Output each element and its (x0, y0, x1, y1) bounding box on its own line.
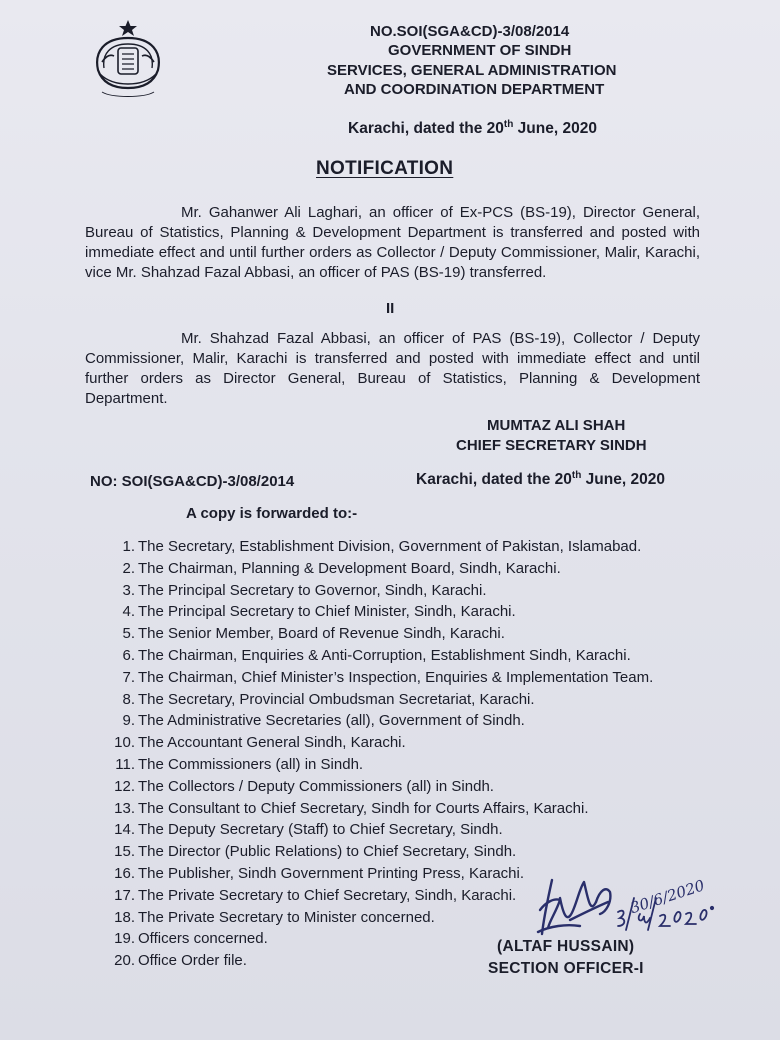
list-item-number: 10. (114, 734, 135, 752)
list-item-number: 15. (114, 843, 135, 861)
list-item-text: The Senior Member, Board of Revenue Sindh, Karachi. (138, 625, 505, 643)
list-item-text: The Commissioners (all) in Sindh. (138, 755, 364, 773)
copy-date-prefix: Karachi, dated the 20 (416, 471, 572, 489)
header-date-prefix: Karachi, dated the 20 (348, 120, 504, 138)
list-item-number: 19. (114, 930, 135, 948)
distribution-list-item (108, 819, 653, 841)
section-officer-name: (ALTAF HUSSAIN) (497, 938, 635, 955)
signature-date: 30/6/2020 (628, 876, 707, 918)
distribution-list-item (108, 536, 653, 558)
list-item-text: Officers concerned. (138, 930, 268, 948)
list-item-text: The Collectors / Deputy Commissioners (all) in Sindh. (138, 777, 494, 795)
list-item-number: 13. (114, 799, 135, 817)
list-item-number: 3. (122, 581, 135, 599)
distribution-list-item (108, 601, 653, 623)
list-item-text: The Administrative Secretaries (all), Government of Sindh. (138, 712, 525, 730)
header-date (348, 119, 597, 138)
header-date-suffix: June, 2020 (513, 120, 597, 138)
list-item-number: 14. (114, 821, 135, 839)
list-item-text: The Private Secretary to Minister concerned. (138, 908, 435, 926)
list-item-number: 17. (114, 886, 135, 904)
copy-date-suffix: June, 2020 (581, 471, 665, 489)
list-item-number: 18. (114, 908, 135, 926)
header-date-sup: th (503, 119, 514, 130)
distribution-list-item (108, 776, 653, 798)
header-ref-no: NO.SOI(SGA&CD)-3/08/2014 (370, 23, 570, 40)
list-item-text: The Private Secretary to Chief Secretary, Sindh, Karachi. (138, 886, 517, 904)
copy-date (416, 470, 665, 489)
list-item-text: Office Order file. (138, 952, 247, 970)
list-item-number: 8. (122, 690, 135, 708)
list-item-text: The Secretary, Establishment Division, Government of Pakistan, Islamabad. (138, 538, 642, 555)
distribution-list-item (108, 754, 653, 776)
list-item-text: The Deputy Secretary (Staff) to Chief Secretary, Sindh. (138, 821, 503, 839)
distribution-list-item (108, 623, 653, 645)
distribution-list-item (108, 558, 653, 580)
copy-forwarded-heading: A copy is forwarded to:- (186, 505, 358, 522)
list-item-number: 5. (122, 625, 135, 643)
list-item-text: The Accountant General Sindh, Karachi. (138, 734, 406, 752)
section-numeral: II (386, 300, 395, 317)
list-item-number: 16. (114, 864, 135, 882)
list-item-text: The Secretary, Provincial Ombudsman Secretariat, Karachi. (138, 690, 535, 708)
list-item-number: 2. (122, 559, 135, 577)
distribution-list-item (108, 580, 653, 602)
section-officer-designation: SECTION OFFICER-I (488, 960, 644, 977)
signatory-name: MUMTAZ ALI SHAH (487, 417, 626, 434)
list-item-number: 11. (115, 755, 135, 773)
sindh-government-emblem-icon (88, 18, 176, 102)
distribution-list-item (108, 645, 653, 667)
list-item-text: The Chairman, Chief Minister’s Inspection, Enquiries & Implementation Team. (138, 668, 654, 686)
list-item-number: 12. (114, 777, 135, 795)
distribution-list-item (108, 798, 653, 820)
distribution-list-item (108, 841, 653, 863)
signatory-designation: CHIEF SECRETARY SINDH (456, 437, 647, 454)
notification-title: NOTIFICATION (316, 158, 454, 179)
header-department-line1: SERVICES, GENERAL ADMINISTRATION (327, 62, 617, 79)
list-item-text: The Principal Secretary to Governor, Sindh, Karachi. (138, 581, 487, 599)
list-item-text: The Director (Public Relations) to Chief Secretary, Sindh. (138, 843, 517, 861)
notification-paragraph-1: Mr. Gahanwer Ali Laghari, an officer of Ex-PCS (BS-19), Director General, Bureau of Statistics, Planning & Development Department is transferred and posted with immediate effect and until further orders as Collector / Deputy Commissioner, Malir, Karachi, vice Mr. Shahzad Fazal Abbasi, an officer of PAS (BS-19) transferred. (85, 204, 700, 281)
copy-date-sup: th (571, 470, 582, 481)
list-item-text: The Chairman, Planning & Development Board, Sindh, Karachi. (138, 559, 561, 577)
distribution-list-item (108, 667, 653, 689)
distribution-list-item (108, 732, 653, 754)
list-item-number: 9. (122, 712, 135, 730)
distribution-list-item (108, 710, 653, 732)
header-government: GOVERNMENT OF SINDH (388, 42, 572, 59)
list-item-text: The Chairman, Enquiries & Anti-Corruption, Establishment Sindh, Karachi. (138, 646, 631, 664)
copy-ref-no: NO: SOI(SGA&CD)-3/08/2014 (90, 473, 295, 490)
list-item-number: 1. (122, 538, 135, 555)
list-item-text: The Consultant to Chief Secretary, Sindh for Courts Affairs, Karachi. (138, 799, 589, 817)
list-item-text: The Publisher, Sindh Government Printing Press, Karachi. (138, 864, 525, 882)
list-item-number: 6. (122, 646, 135, 664)
distribution-list-item (108, 689, 653, 711)
notification-paragraph-2: Mr. Shahzad Fazal Abbasi, an officer of PAS (BS-19), Collector / Deputy Commissioner, Malir, Karachi is transferred and posted with immediate effect and until further orders as Director General, Bureau of Statistics, Planning & Development Department. (85, 330, 700, 407)
list-item-number: 4. (122, 603, 135, 621)
list-item-number: 20. (114, 952, 135, 970)
list-item-text: The Principal Secretary to Chief Minister, Sindh, Karachi. (138, 603, 516, 621)
list-item-number: 7. (122, 668, 135, 686)
header-department-line2: AND COORDINATION DEPARTMENT (344, 81, 605, 98)
